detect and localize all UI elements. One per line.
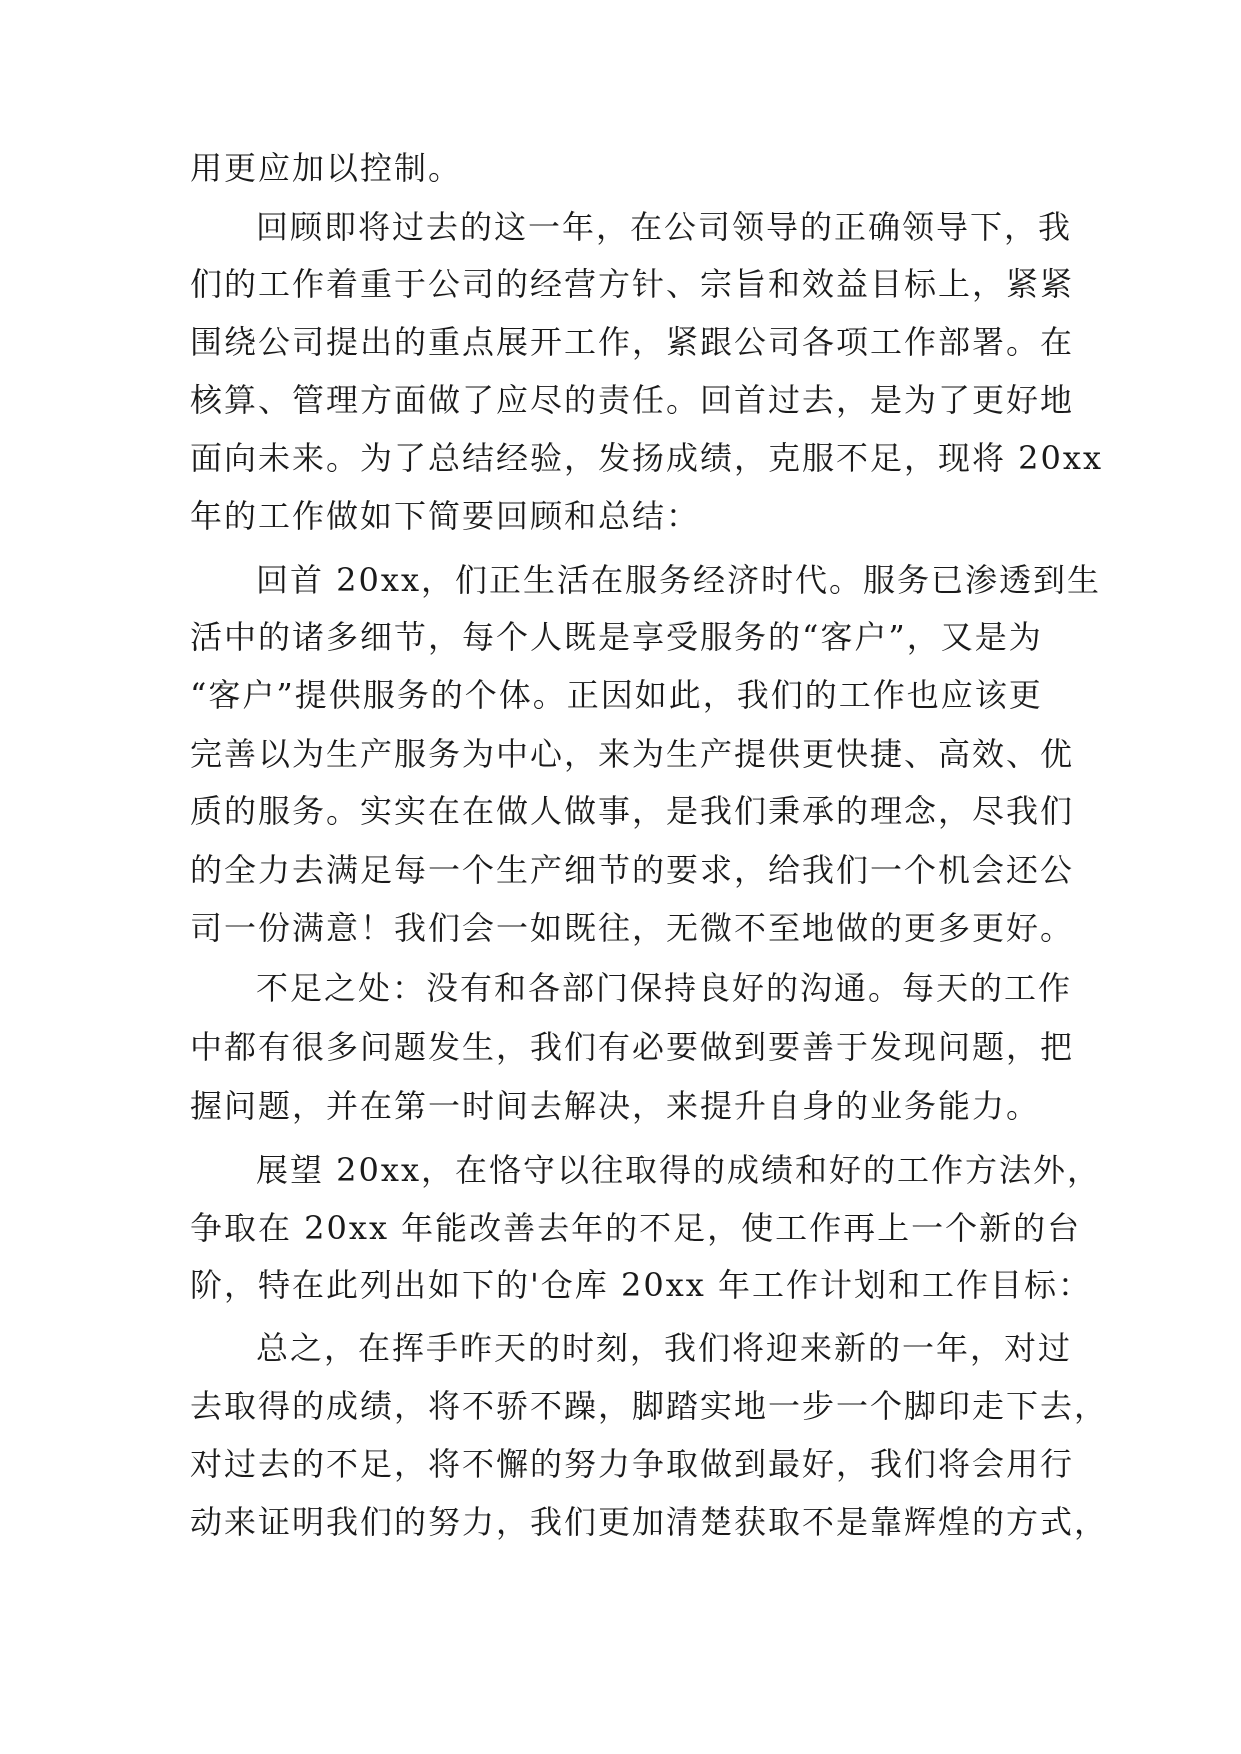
text-line: 握问题，并在第一时间去解决，来提升自身的业务能力。 — [190, 1087, 1041, 1125]
text-line: 围绕公司提出的重点展开工作，紧跟公司各项工作部署。在 — [190, 323, 1075, 361]
text-line: 争取在 20xx 年能改善去年的不足，使工作再上一个新的台 — [190, 1209, 1082, 1247]
paragraph-start-line: 回首 20xx，们正生活在服务经济时代。服务已渗透到生 — [256, 561, 1101, 599]
text-line: 完善以为生产服务为中心，来为生产提供更快捷、高效、优 — [190, 735, 1075, 773]
text-line: “客户”提供服务的个体。正因如此，我们的工作也应该更 — [190, 676, 1043, 714]
text-line: 活中的诸多细节，每个人既是享受服务的“客户”，又是为 — [190, 618, 1043, 656]
text-line: 核算、管理方面做了应尽的责任。回首过去，是为了更好地 — [190, 381, 1075, 419]
text-line: 质的服务。实实在在做人做事，是我们秉承的理念，尽我们 — [190, 792, 1075, 830]
text-line: 年的工作做如下简要回顾和总结： — [190, 497, 701, 535]
paragraph-start-line: 总之，在挥手昨天的时刻，我们将迎来新的一年，对过 — [256, 1329, 1073, 1367]
text-line: 用更应加以控制。 — [190, 149, 463, 187]
text-line: 中都有很多问题发生，我们有必要做到要善于发现问题，把 — [190, 1028, 1075, 1066]
text-line: 的全力去满足每一个生产细节的要求，给我们一个机会还公 — [190, 851, 1075, 889]
text-line: 去取得的成绩，将不骄不躁，脚踏实地一步一个脚印走下去， — [190, 1387, 1109, 1425]
text-line: 面向未来。为了总结经验，发扬成绩，克服不足，现将 20xx — [190, 439, 1103, 477]
paragraph-start-line: 回顾即将过去的这一年，在公司领导的正确领导下，我 — [256, 208, 1073, 246]
text-line: 们的工作着重于公司的经营方针、宗旨和效益目标上，紧紧 — [190, 265, 1075, 303]
text-line: 司一份满意！我们会一如既往，无微不至地做的更多更好。 — [190, 909, 1075, 947]
text-line: 对过去的不足，将不懈的努力争取做到最好，我们将会用行 — [190, 1445, 1075, 1483]
text-line: 动来证明我们的努力，我们更加清楚获取不是靠辉煌的方式， — [190, 1503, 1109, 1541]
paragraph-start-line: 展望 20xx，在恪守以往取得的成绩和好的工作方法外， — [256, 1151, 1101, 1189]
text-line: 阶，特在此列出如下的'仓库 20xx 年工作计划和工作目标： — [190, 1266, 1092, 1304]
paragraph-start-line: 不足之处：没有和各部门保持良好的沟通。每天的工作 — [256, 969, 1073, 1007]
